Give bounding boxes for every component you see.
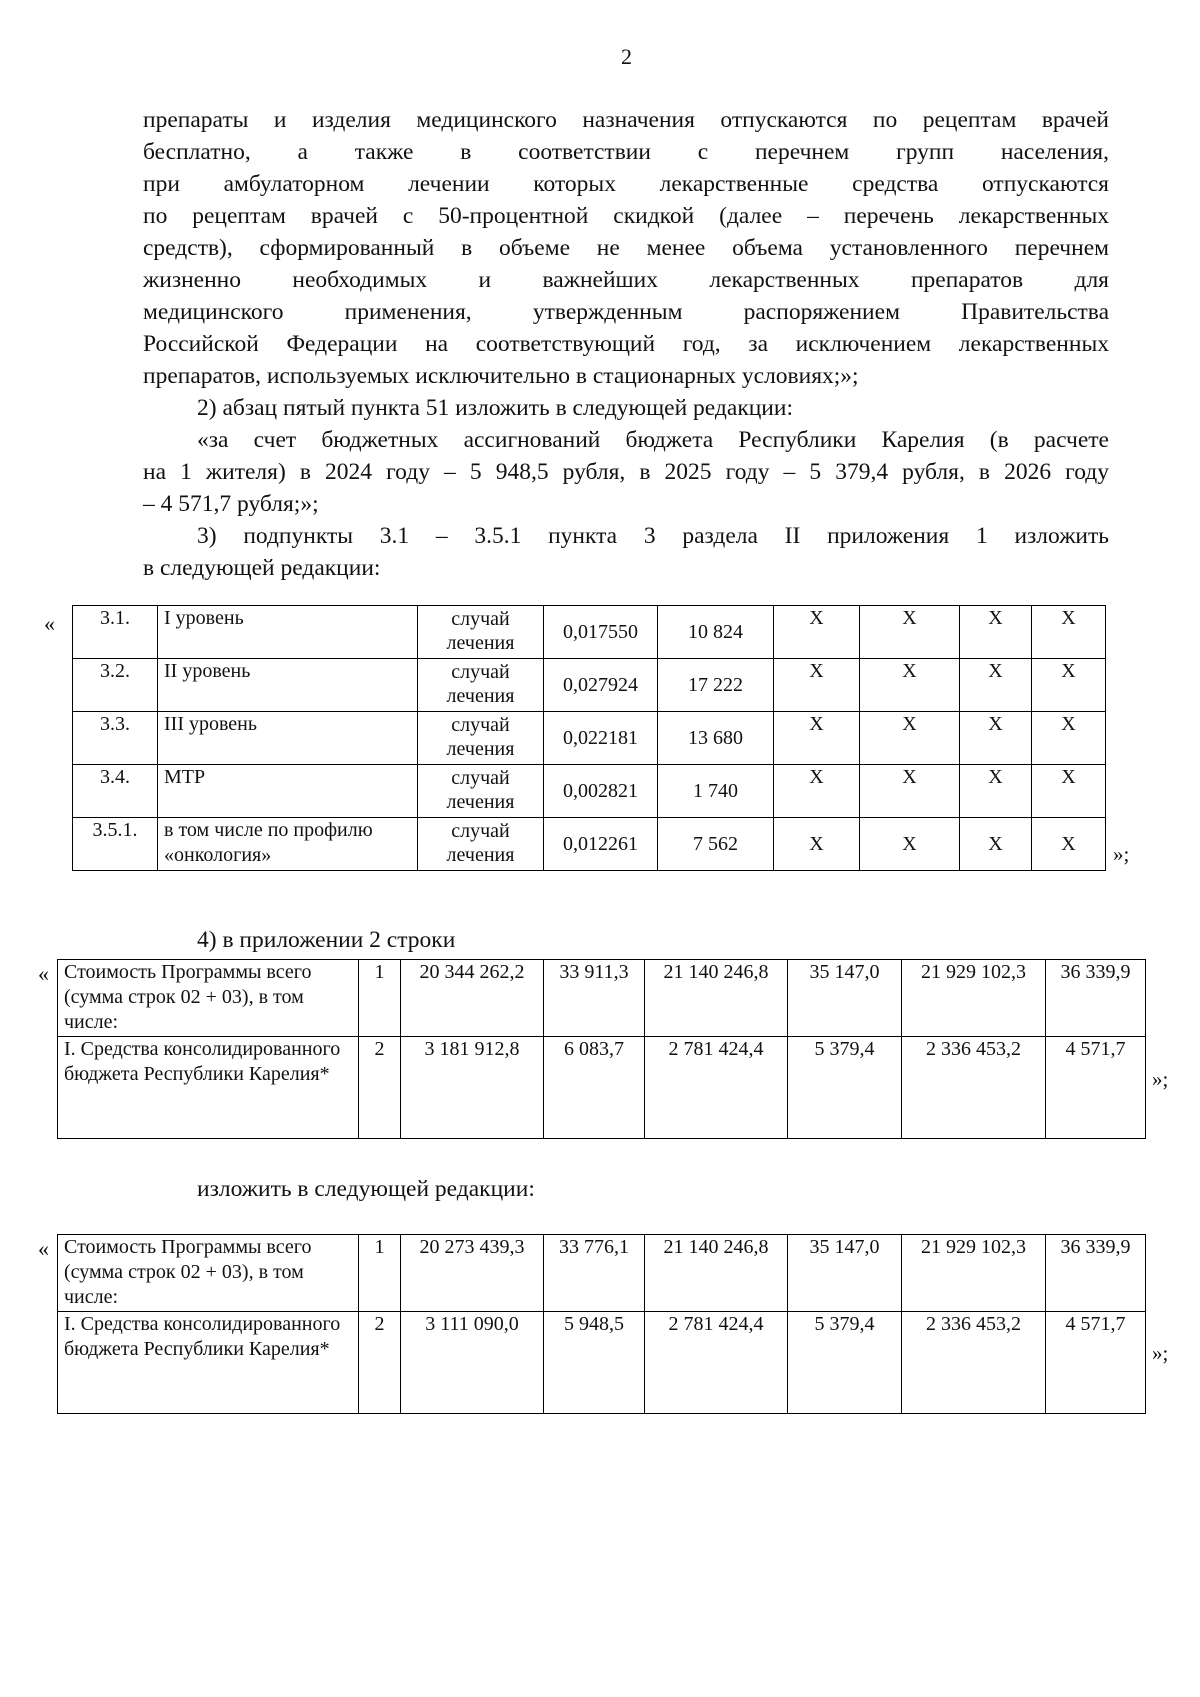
value-cell: 21 140 246,8	[645, 1235, 788, 1312]
paragraph-line: препаратов, используемых исключительно в стационарных условиях;»;	[143, 363, 859, 389]
unit: случай лечения	[418, 712, 544, 765]
x-cell: Х	[860, 712, 960, 765]
row-number: 3.2.	[73, 659, 158, 712]
cost-value: 7 562	[658, 818, 774, 871]
page-number: 2	[621, 44, 632, 69]
table-row	[58, 1312, 1146, 1414]
value-cell: 5 379,4	[788, 1037, 902, 1139]
value-cell: 35 147,0	[788, 960, 902, 1037]
x-cell: Х	[860, 765, 960, 818]
close-quote: »;	[1152, 1067, 1169, 1091]
row-label: Стоимость Программы всего (сумма строк 02 + 03), в том числе:	[58, 960, 359, 1037]
paragraph-line: – 4 571,7 рубля;»;	[143, 491, 319, 517]
value-cell: 2 336 453,2	[902, 1312, 1046, 1414]
value-cell: 33 911,3	[544, 960, 645, 1037]
paragraph-line: жизненно необходимых и важнейших лекарственных препаратов для	[143, 267, 1109, 293]
norm-value: 0,002821	[544, 765, 658, 818]
value-cell: 21 929 102,3	[902, 960, 1046, 1037]
table-row	[73, 659, 1106, 712]
paragraph-line: при амбулаторном лечении которых лекарственные средства отпускаются	[143, 171, 1109, 197]
paragraph-line: «за счет бюджетных ассигнований бюджета Республики Карелия (в расчете	[197, 427, 1109, 453]
row-code: 2	[359, 1312, 401, 1414]
x-cell: Х	[860, 659, 960, 712]
value-cell: 21 929 102,3	[902, 1235, 1046, 1312]
x-cell: Х	[960, 765, 1032, 818]
body-text	[143, 104, 1109, 584]
value-cell: 2 336 453,2	[902, 1037, 1046, 1139]
value-cell: 6 083,7	[544, 1037, 645, 1139]
open-quote: «	[38, 1236, 49, 1261]
cost-value: 10 824	[658, 606, 774, 659]
value-cell: 3 181 912,8	[401, 1037, 544, 1139]
table-row	[73, 606, 1106, 659]
row-label: I. Средства консолидированного бюджета Республики Карелия*	[58, 1312, 359, 1414]
unit: случай лечения	[418, 606, 544, 659]
x-cell: Х	[960, 712, 1032, 765]
value-cell: 35 147,0	[788, 1235, 902, 1312]
value-cell: 2 781 424,4	[645, 1312, 788, 1414]
table-row	[58, 960, 1146, 1037]
section-heading: изложить в следующей редакции:	[197, 1176, 535, 1202]
unit: случай лечения	[418, 818, 544, 871]
open-quote: «	[44, 611, 55, 636]
x-cell: Х	[960, 818, 1032, 871]
table-row	[73, 712, 1106, 765]
x-cell: Х	[774, 818, 860, 871]
value-cell: 20 273 439,3	[401, 1235, 544, 1312]
value-cell: 2 781 424,4	[645, 1037, 788, 1139]
value-cell: 4 571,7	[1046, 1037, 1146, 1139]
paragraph-line: на 1 жителя) в 2024 году – 5 948,5 рубля, в 2025 году – 5 379,4 рубля, в 2026 году	[143, 459, 1109, 485]
x-cell: Х	[774, 712, 860, 765]
open-quote: «	[38, 961, 49, 986]
row-code: 1	[359, 960, 401, 1037]
unit: случай лечения	[418, 765, 544, 818]
cost-value: 17 222	[658, 659, 774, 712]
program-cost-table-new	[57, 1234, 1146, 1414]
unit: случай лечения	[418, 659, 544, 712]
x-cell: Х	[774, 606, 860, 659]
close-quote: »;	[1152, 1341, 1169, 1365]
close-quote: »;	[1113, 842, 1130, 866]
paragraph-line: в следующей редакции:	[143, 555, 381, 581]
value-cell: 36 339,9	[1046, 960, 1146, 1037]
level-name: III уровень	[158, 712, 418, 765]
value-cell: 5 379,4	[788, 1312, 902, 1414]
row-number: 3.5.1.	[73, 818, 158, 871]
table-row	[58, 1235, 1146, 1312]
paragraph-line: медицинского применения, утвержденным распоряжением Правительства	[143, 299, 1109, 325]
x-cell: Х	[860, 818, 960, 871]
cost-value: 1 740	[658, 765, 774, 818]
row-number: 3.3.	[73, 712, 158, 765]
row-number: 3.4.	[73, 765, 158, 818]
program-cost-table-old	[57, 959, 1146, 1139]
table-row	[73, 818, 1106, 871]
level-name: МТР	[158, 765, 418, 818]
level-name: I уровень	[158, 606, 418, 659]
value-cell: 36 339,9	[1046, 1235, 1146, 1312]
value-cell: 5 948,5	[544, 1312, 645, 1414]
row-code: 1	[359, 1235, 401, 1312]
subpoints-table	[72, 605, 1106, 871]
level-name: II уровень	[158, 659, 418, 712]
x-cell: Х	[960, 606, 1032, 659]
x-cell: Х	[860, 606, 960, 659]
value-cell: 21 140 246,8	[645, 960, 788, 1037]
paragraph-line: 2) абзац пятый пункта 51 изложить в следующей редакции:	[197, 395, 793, 421]
norm-value: 0,012261	[544, 818, 658, 871]
paragraph-line: препараты и изделия медицинского назначения отпускаются по рецептам врачей	[143, 107, 1109, 133]
table-row	[73, 765, 1106, 818]
norm-value: 0,017550	[544, 606, 658, 659]
row-number: 3.1.	[73, 606, 158, 659]
x-cell: Х	[1032, 606, 1106, 659]
x-cell: Х	[1032, 659, 1106, 712]
row-label: Стоимость Программы всего (сумма строк 02 + 03), в том числе:	[58, 1235, 359, 1312]
row-label: I. Средства консолидированного бюджета Республики Карелия*	[58, 1037, 359, 1139]
row-code: 2	[359, 1037, 401, 1139]
paragraph-line: бесплатно, а также в соответствии с перечнем групп населения,	[143, 139, 1109, 165]
x-cell: Х	[960, 659, 1032, 712]
paragraph-line: 3) подпункты 3.1 – 3.5.1 пункта 3 раздела II приложения 1 изложить	[197, 523, 1109, 549]
level-name: в том числе по профилю «онкология»	[158, 818, 418, 871]
section-heading: 4) в приложении 2 строки	[197, 927, 456, 953]
x-cell: Х	[1032, 712, 1106, 765]
norm-value: 0,027924	[544, 659, 658, 712]
value-cell: 3 111 090,0	[401, 1312, 544, 1414]
paragraph-line: по рецептам врачей с 50-процентной скидкой (далее – перечень лекарственных	[143, 203, 1109, 229]
x-cell: Х	[774, 765, 860, 818]
value-cell: 33 776,1	[544, 1235, 645, 1312]
value-cell: 4 571,7	[1046, 1312, 1146, 1414]
norm-value: 0,022181	[544, 712, 658, 765]
x-cell: Х	[1032, 765, 1106, 818]
table-row	[58, 1037, 1146, 1139]
value-cell: 20 344 262,2	[401, 960, 544, 1037]
paragraph-line: Российской Федерации на соответствующий год, за исключением лекарственных	[143, 331, 1109, 357]
x-cell: Х	[774, 659, 860, 712]
x-cell: Х	[1032, 818, 1106, 871]
cost-value: 13 680	[658, 712, 774, 765]
paragraph-line: средств), сформированный в объеме не менее объема установленного перечнем	[143, 235, 1109, 261]
